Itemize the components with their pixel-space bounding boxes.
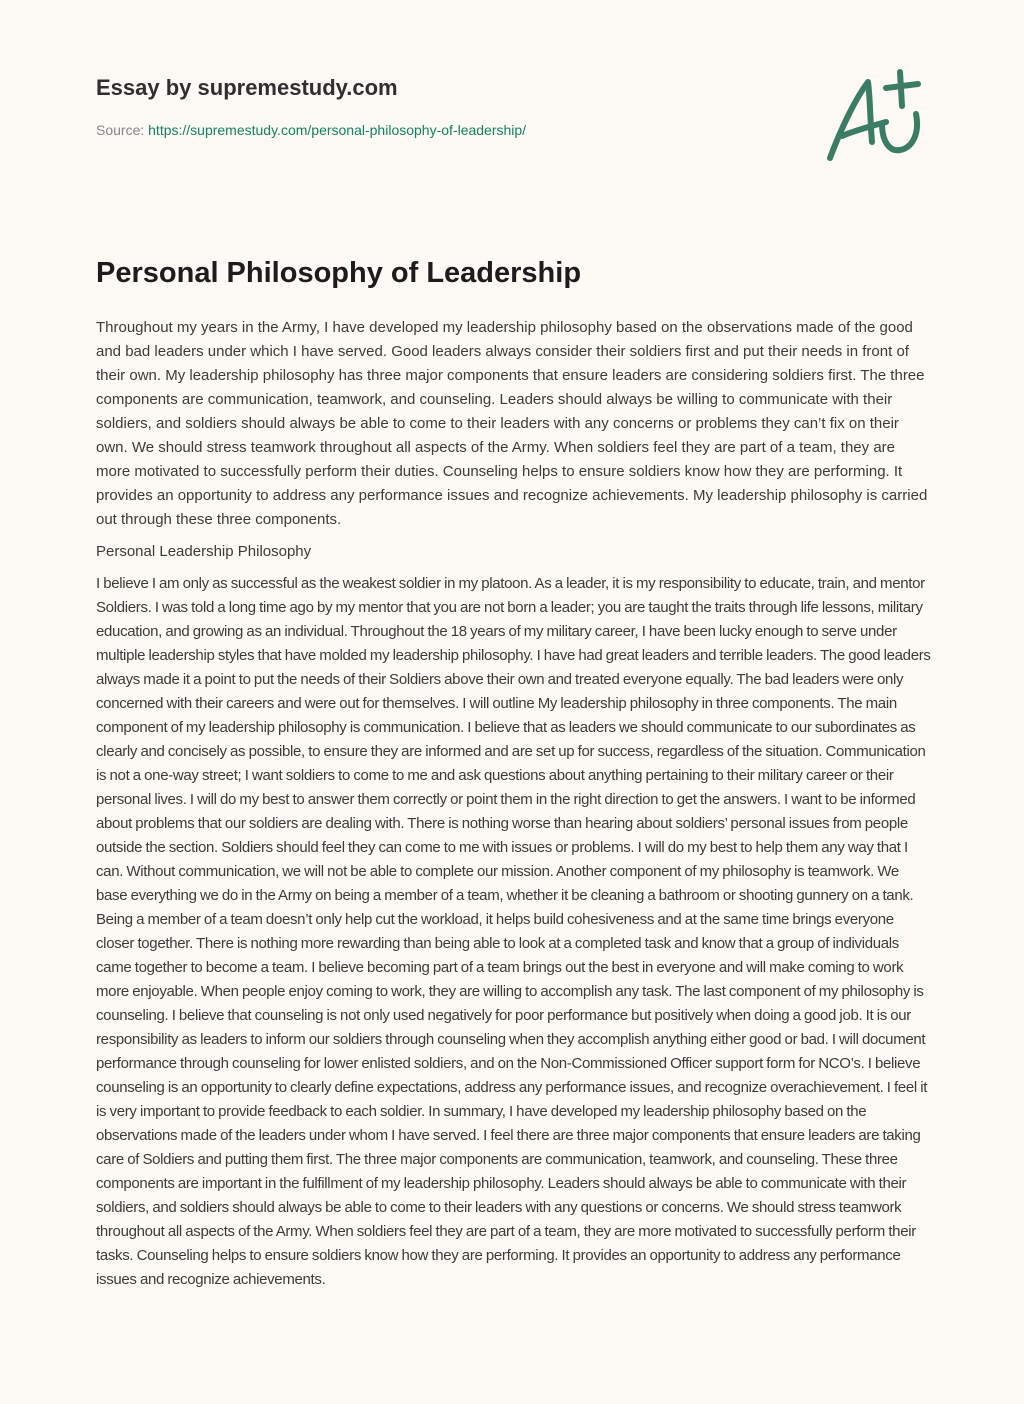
site-header xyxy=(96,74,796,139)
essay-content xyxy=(96,316,932,1300)
site-title: Essay by supremestudy.com xyxy=(96,75,398,100)
section-subheading: Personal Leadership Philosophy xyxy=(96,543,312,560)
source-line xyxy=(96,121,796,139)
a-plus-grade-icon xyxy=(820,66,930,166)
source-label: Source: xyxy=(96,122,149,138)
intro-paragraph: Throughout my years in the Army, I have developed my leadership philosophy based on the observations made of the good and bad leaders under which I have served. Good leaders always consider their soldiers first and put their needs in front of their own. My leadership philosophy has three major components that ensure leaders are considering soldiers first. The three components are communication, teamwork, and counseling. Leaders should always be willing to communicate with their soldiers, and soldiers should always be able to come to their leaders with any concerns or problems they can’t fix on their own. We should stress teamwork throughout all aspects of the Army. When soldiers feel they are part of a team, they are more motivated to successfully perform their duties. Counseling helps to ensure soldiers know how they are performing. It provides an opportunity to address any performance issues and recognize achievements. My leadership philosophy is carried out through these three components. xyxy=(96,319,928,528)
body-paragraph: I believe I am only as successful as the weakest soldier in my platoon. As a leader, it is my responsibility to educate, train, and mentor Soldiers. I was told a long time ago by my mentor that you are not born a leader; you are taught the traits through life lessons, military education, and growing as an individual. Throughout the 18 years of my military career, I have been lucky enough to serve under multiple leadership styles that have molded my leadership philosophy. I have had great leaders and terrible leaders. The good leaders always made it a point to put the needs of their Soldiers above their own and treated everyone equally. The bad leaders were only concerned with their careers and were out for themselves. I will outline My leadership philosophy in three components. The main component of my leadership philosophy is communication. I believe that as leaders we should communicate to our subordinates as clearly and concisely as possible, to ensure they are informed and are set up for success, regardless of the situation. Communication is not a one-way street; I want soldiers to come to me and ask questions about anything pertaining to their military career or their personal lives. I will do my best to answer them correctly or point them in the right direction to get the answers. I want to be informed about problems that our soldiers are dealing with. There is nothing worse than hearing about soldiers’ personal issues from people outside the section. Soldiers should feel they can come to me with issues or problems. I will do my best to help them any way that I can. Without communication, we will not be able to complete our mission. Another component of my philosophy is teamwork. We base everything we do in the Army on being a member of a team, whether it be cleaning a bathroom or shooting gunnery on a tank. Being a member of a team doesn’t only help cut the workload, it helps build cohesiveness and at the same time brings everyone closer together. There is nothing more rewarding than being able to look at a completed task and know that a group of individuals came together to become a team. I believe becoming part of a team brings out the best in everyone and will make coming to work more enjoyable. When people enjoy coming to work, they are willing to accomplish any task. The last component of my philosophy is counseling. I believe that counseling is not only used negatively for poor performance but positively when doing a good job. It is our responsibility as leaders to inform our soldiers through counseling when they accomplish anything either good or bad. I will document performance through counseling for lower enlisted soldiers, and on the Non-Commissioned Officer support form for NCO’s. I believe counseling is an opportunity to clearly define expectations, address any performance issues, and recognize overachievement. I feel it is very important to provide feedback to each soldier. In summary, I have developed my leadership philosophy based on the observations made of the leaders under whom I have served. I feel there are three major components that ensure leaders are taking care of Soldiers and putting them first. The three major components are communication, teamwork, and counseling. These three components are important in the fulfillment of my leadership philosophy. Leaders should always be able to communicate with their soldiers, and soldiers should always be able to come to their leaders with any questions or concerns. We should stress teamwork throughout all aspects of the Army. When soldiers feel they are part of a team, they are more motivated to successfully perform their tasks. Counseling helps to ensure soldiers know how they are performing. It provides an opportunity to address any performance issues and recognize achievements. xyxy=(96,575,931,1288)
essay-title: Personal Philosophy of Leadership xyxy=(96,257,582,289)
source-link[interactable]: https://supremestudy.com/personal-philosophy-of-leadership/ xyxy=(148,122,527,138)
